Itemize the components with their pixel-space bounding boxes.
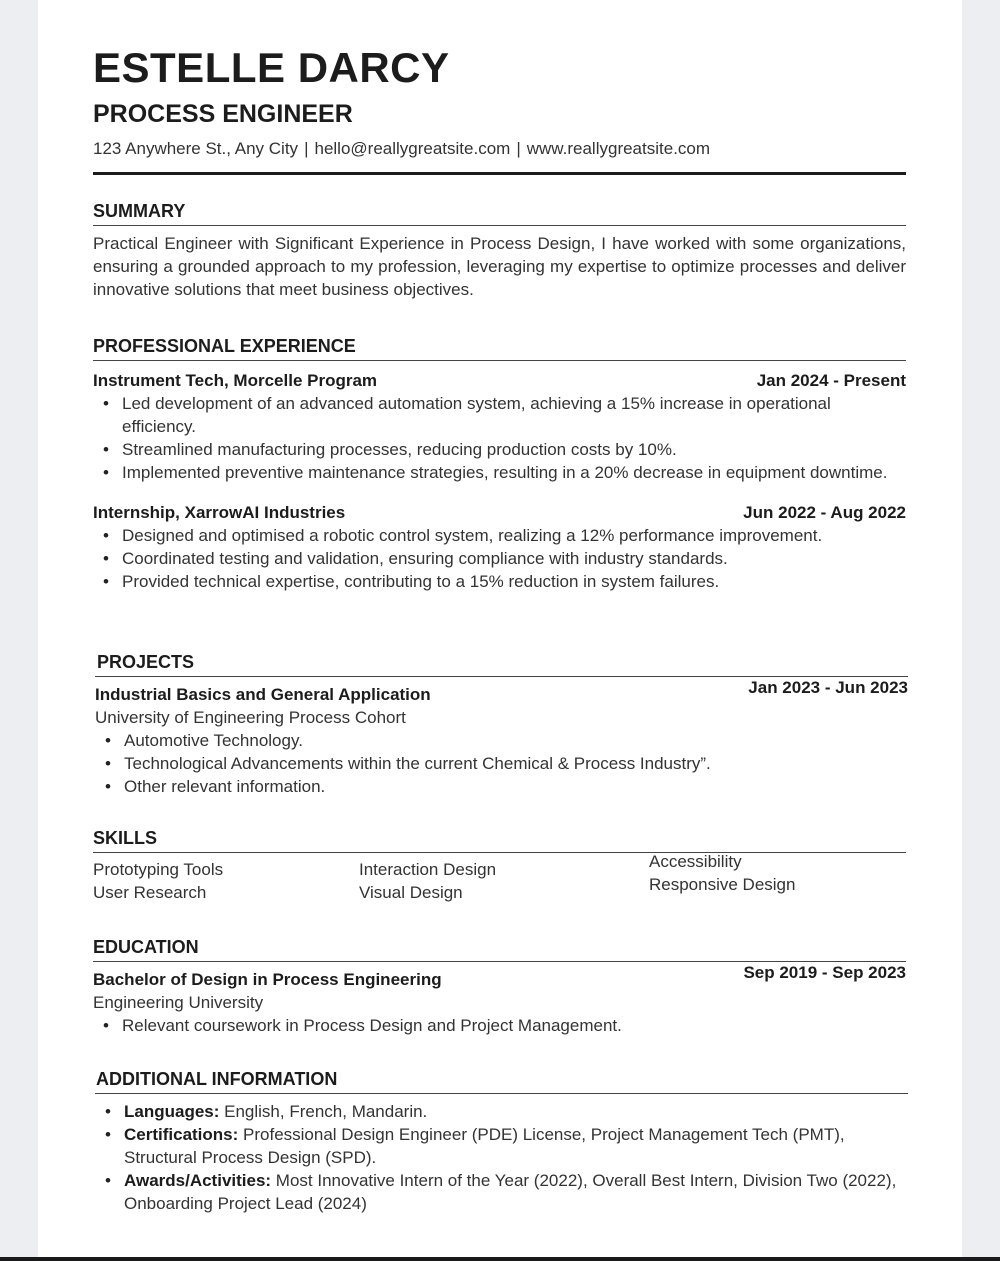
additional-label: Certifications: [124, 1125, 239, 1144]
summary-heading: SUMMARY [93, 201, 906, 226]
candidate-name: ESTELLE DARCY [93, 44, 450, 91]
summary-text: Practical Engineer with Significant Experience in Process Design, I have worked with some organizations, ensuring a grounded approach to my profession, leveraging my expertise to optimize processes and deliver innovative solutions that meet business objectives. [93, 234, 906, 299]
contact-website[interactable]: www.reallygreatsite.com [526, 139, 711, 158]
education-section [93, 937, 906, 1037]
job-role: Internship, XarrowAI Industries [93, 503, 346, 522]
project-header [95, 678, 908, 706]
skills-column [649, 850, 906, 904]
additional-label: Languages: [124, 1102, 220, 1121]
project-entry [95, 678, 908, 798]
job-bullet: • Coordinated testing and validation, ensuring compliance with industry standards. [122, 547, 906, 570]
job-bullets [93, 392, 906, 484]
job-entry [93, 369, 906, 484]
education-heading: EDUCATION [93, 937, 906, 962]
project-org: University of Engineering Process Cohort [95, 708, 406, 727]
job-header [93, 501, 906, 524]
bottom-edge [0, 1257, 1000, 1261]
skills-column [359, 858, 649, 904]
job-bullet: • Designed and optimised a robotic control system, realizing a 12% performance improvement. [122, 524, 906, 547]
job-header [93, 369, 906, 392]
additional-item [124, 1169, 908, 1215]
job-bullet: • Provided technical expertise, contributing to a 15% reduction in system failures. [122, 570, 906, 593]
job-dates: Jun 2022 - Aug 2022 [743, 503, 906, 522]
summary-section [93, 201, 906, 301]
projects-heading: PROJECTS [95, 652, 908, 677]
project-bullet: • Other relevant information. [124, 775, 908, 798]
additional-item [124, 1123, 908, 1169]
experience-heading: PROFESSIONAL EXPERIENCE [93, 336, 906, 361]
education-school: Engineering University [93, 993, 264, 1012]
skills-grid [93, 852, 906, 904]
project-dates: Jan 2023 - Jun 2023 [748, 678, 908, 697]
contact-address: 123 Anywhere St., Any City [93, 139, 299, 158]
projects-section [95, 652, 908, 798]
additional-heading: ADDITIONAL INFORMATION [95, 1069, 908, 1094]
contact-separator: | [304, 139, 309, 158]
skill-item: Interaction Design [359, 860, 497, 879]
candidate-title: PROCESS ENGINEER [93, 100, 353, 128]
education-header [93, 963, 906, 991]
skills-section [93, 828, 906, 904]
project-bullet: • Automotive Technology. [124, 729, 908, 752]
education-bullet: • Relevant coursework in Process Design and Project Management. [122, 1014, 906, 1037]
additional-label: Awards/Activities: [124, 1171, 272, 1190]
additional-text: Most Innovative Intern of the Year (2022), Overall Best Intern, Division Two (2022), Onboarding Project Lead (2024) [124, 1171, 897, 1213]
project-name: Industrial Basics and General Application [95, 685, 431, 704]
project-bullets [95, 729, 908, 798]
additional-item [124, 1100, 908, 1123]
contact-email[interactable]: hello@reallygreatsite.com [314, 139, 511, 158]
skills-column [93, 858, 359, 904]
project-bullet: • Technological Advancements within the current Chemical & Process Industry”. [124, 752, 908, 775]
contact-separator: | [516, 139, 521, 158]
skill-item: Prototyping Tools [93, 860, 224, 879]
education-bullets [93, 1014, 906, 1037]
skills-heading: SKILLS [93, 828, 906, 853]
skill-item: User Research [93, 883, 207, 902]
job-entry [93, 501, 906, 593]
header-divider [93, 172, 906, 175]
job-dates: Jan 2024 - Present [756, 371, 906, 390]
job-role: Instrument Tech, Morcelle Program [93, 371, 378, 390]
job-bullets [93, 524, 906, 593]
skill-item: Accessibility [649, 852, 742, 871]
education-degree: Bachelor of Design in Process Engineering [93, 970, 442, 989]
experience-section [93, 336, 906, 593]
additional-text: English, French, Mandarin. [219, 1102, 428, 1121]
additional-text: Professional Design Engineer (PDE) License, Project Management Tech (PMT), Structural Process Design (SPD). [124, 1125, 845, 1167]
job-bullet: • Led development of an advanced automation system, achieving a 15% increase in operational efficiency. [122, 392, 906, 438]
education-entry [93, 963, 906, 1037]
job-bullet: • Streamlined manufacturing processes, reducing production costs by 10%. [122, 438, 906, 461]
job-bullet: • Implemented preventive maintenance strategies, resulting in a 20% decrease in equipment downtime. [122, 461, 906, 484]
skill-item: Visual Design [359, 883, 463, 902]
education-dates: Sep 2019 - Sep 2023 [743, 963, 906, 982]
contact-line [93, 139, 710, 159]
additional-list [95, 1100, 908, 1215]
skill-item: Responsive Design [649, 875, 796, 894]
additional-section [95, 1069, 908, 1215]
